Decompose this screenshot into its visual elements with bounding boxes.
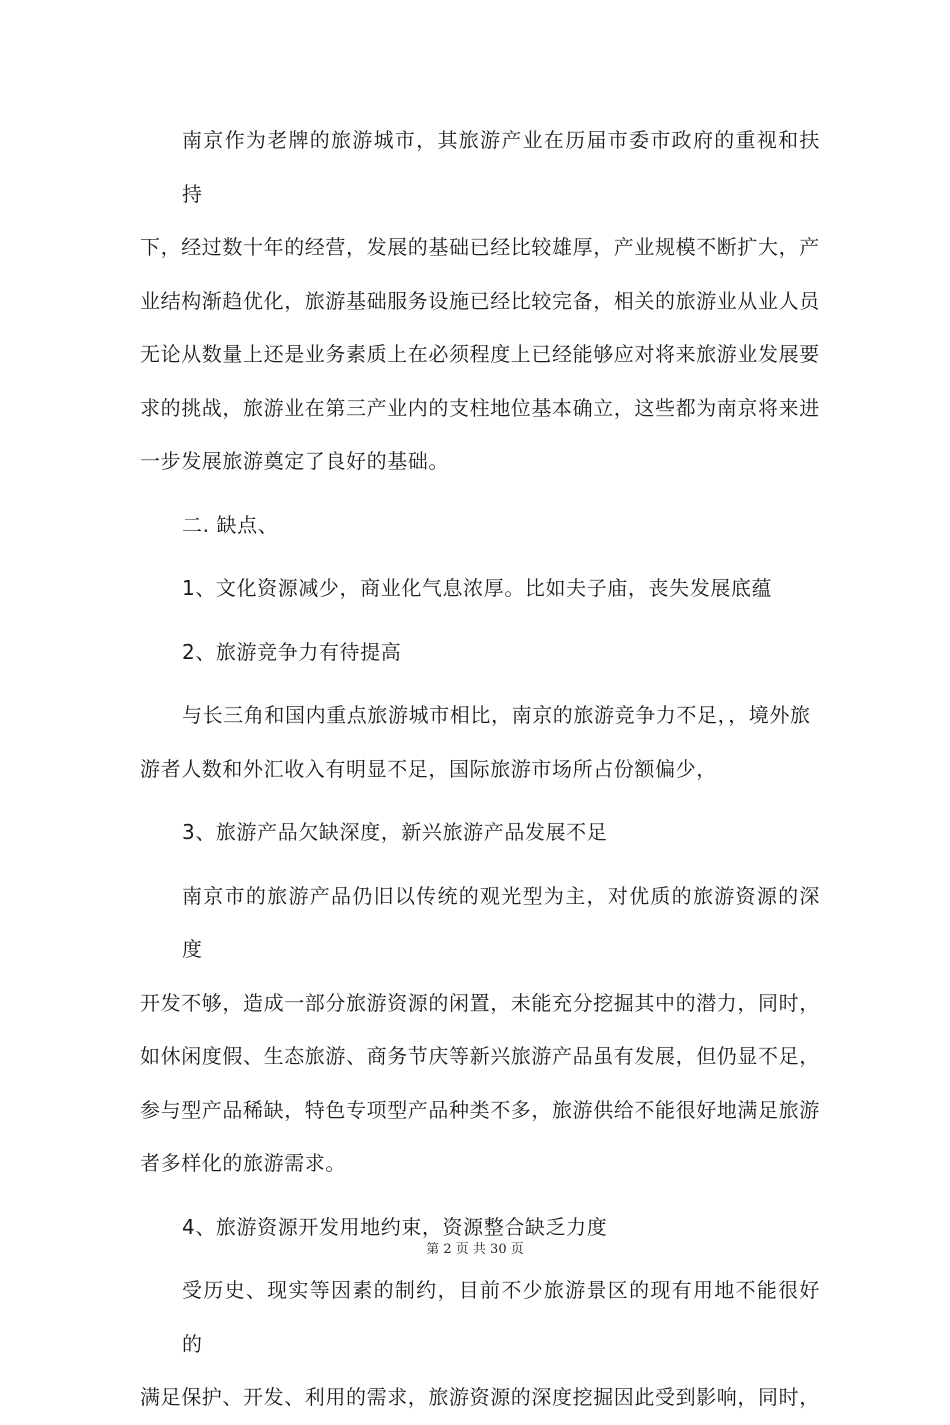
text-line: 南京作为老牌的旅游城市，其旅游产业在历届市委市政府的重视和扶持 xyxy=(182,128,820,206)
text-line: 南京市的旅游产品仍旧以传统的观光型为主，对优质的旅游资源的深度 xyxy=(182,883,820,961)
text-line: 如休闲度假、生态旅游、商务节庆等新兴旅游产品虽有发展，但仍显不足， xyxy=(140,1044,820,1068)
text-line: 求的挑战，旅游业在第三产业内的支柱地位基本确立，这些都为南京将来进 xyxy=(140,395,820,420)
list-item: 4、旅游资源开发用地约束，资源整合缺乏力度 xyxy=(182,1214,608,1239)
text-line: 一步发展旅游奠定了良好的基础。 xyxy=(140,449,449,473)
document-body xyxy=(140,114,820,1425)
list-item: 3、旅游产品欠缺深度，新兴旅游产品发展不足 xyxy=(182,820,608,844)
text-line: 受历史、现实等因素的制约，目前不少旅游景区的现有用地不能很好的 xyxy=(182,1278,820,1356)
text-line: 与长三角和国内重点旅游城市相比，南京的旅游竞争力不足，，境外旅 xyxy=(182,703,811,727)
list-item: 2、旅游竞争力有待提高 xyxy=(182,639,402,664)
section-heading: 二. 缺点、 xyxy=(182,512,279,537)
paragraph-land xyxy=(140,1264,820,1425)
text-line: 参与型产品稀缺，特色专项型产品种类不多，旅游供给不能很好地满足旅游 xyxy=(140,1097,820,1122)
text-line: 者多样化的旅游需求。 xyxy=(140,1151,346,1175)
text-line: 下，经过数十年的经营，发展的基础已经比较雄厚，产业规模不断扩大，产 xyxy=(140,235,820,259)
text-line: 开发不够，造成一部分旅游资源的闲置，未能充分挖掘其中的潜力，同时， xyxy=(140,990,820,1015)
text-line: 无论从数量上还是业务素质上在必须程度上已经能够应对将来旅游业发展要 xyxy=(140,342,820,366)
text-line: 满足保护、开发、利用的需求，旅游资源的深度挖掘因此受到影响，同时， xyxy=(140,1385,820,1409)
text-line: 游者人数和外汇收入有明显不足，国际旅游市场所占份额偏少， xyxy=(140,756,717,781)
list-item: 1、文化资源减少，商业化气息浓厚。比如夫子庙，丧失发展底蕴 xyxy=(182,576,773,600)
paragraph-competitiveness xyxy=(140,689,820,796)
page-number: 第 2 页 共 30 页 xyxy=(426,1242,524,1257)
paragraph-strengths xyxy=(140,114,820,489)
paragraph-products xyxy=(140,870,820,1191)
text-line: 业结构渐趋优化，旅游基础服务设施已经比较完备，相关的旅游业从业人员 xyxy=(140,288,820,313)
